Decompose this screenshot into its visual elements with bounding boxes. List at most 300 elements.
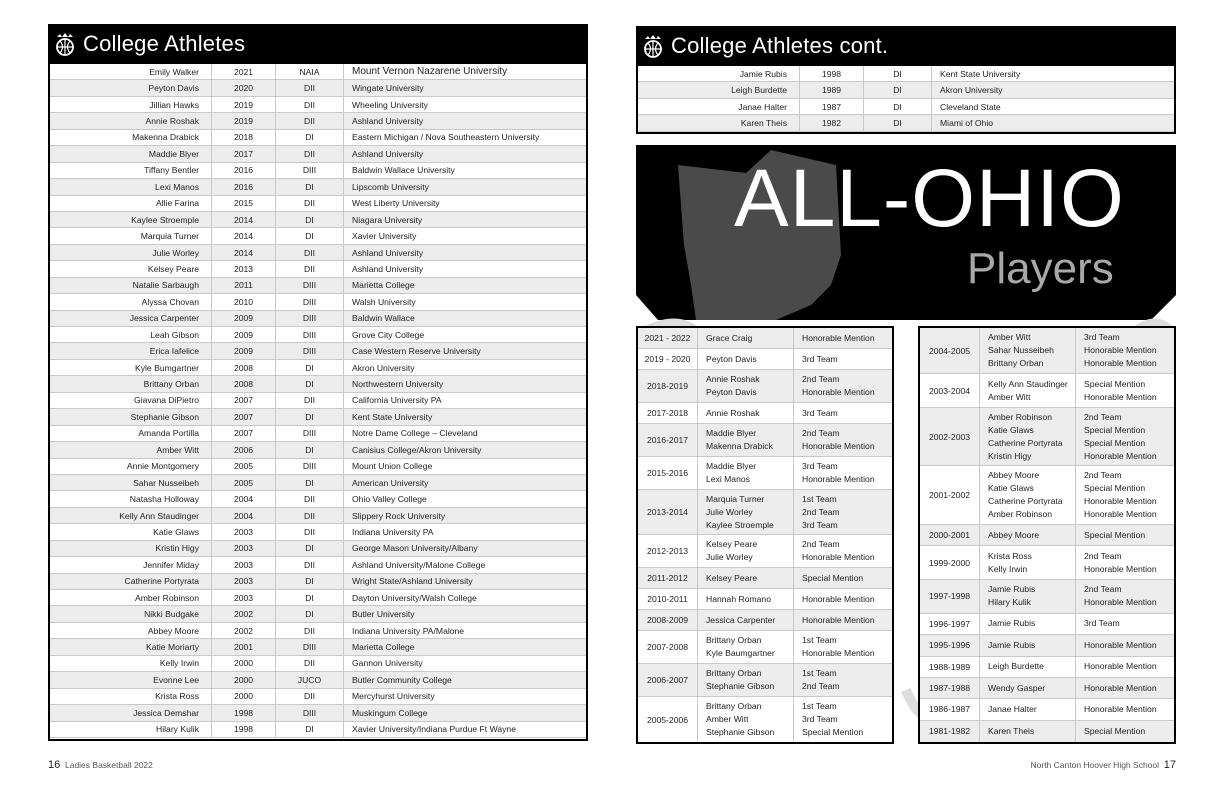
all-ohio-row xyxy=(638,424,892,457)
athlete-name: Jessica Demshar xyxy=(50,705,212,720)
athlete-division: NAIA xyxy=(276,64,344,79)
athlete-year: 2001 xyxy=(212,639,276,654)
athlete-school: Mount Union College xyxy=(352,461,433,472)
player-name: Brittany Orban xyxy=(988,358,1044,369)
all-ohio-honors xyxy=(1076,525,1174,545)
all-ohio-row xyxy=(638,631,892,664)
athlete-school: Butler Community College xyxy=(352,674,452,685)
athlete-division: DII xyxy=(276,524,344,539)
all-ohio-names xyxy=(698,349,794,369)
table-row xyxy=(50,689,586,705)
athlete-school: Grove City College xyxy=(352,329,425,340)
page-number-left: 16 xyxy=(48,759,61,771)
player-honor: 3rd Team xyxy=(802,519,838,530)
player-name: Maddie Blyer xyxy=(706,461,757,471)
table-row xyxy=(50,508,586,524)
all-ohio-year: 2002-2003 xyxy=(920,408,980,466)
athlete-division: JUCO xyxy=(276,672,344,687)
player-name: Brittany Orban xyxy=(706,635,762,645)
player-honor: 2nd Team xyxy=(1084,411,1122,422)
player-honor: Honorable Mention xyxy=(802,552,875,562)
all-ohio-row xyxy=(920,374,1174,408)
player-honor: 2nd Team xyxy=(802,428,840,438)
athlete-school: Xavier University/Indiana Purdue Ft Wayne xyxy=(352,724,516,735)
all-ohio-names xyxy=(698,403,794,423)
athlete-name: Tiffany Bentler xyxy=(50,163,212,178)
all-ohio-row xyxy=(920,678,1174,699)
athlete-school: Notre Dame College – Cleveland xyxy=(352,428,478,439)
table-row xyxy=(50,261,586,277)
athlete-division: DI xyxy=(276,409,344,424)
athlete-school: Slippery Rock University xyxy=(352,510,446,521)
athlete-division: DI xyxy=(276,541,344,556)
player-honor: Special Mention xyxy=(802,572,864,583)
footer-right-text: North Canton Hoover High School xyxy=(1030,760,1160,770)
athlete-year: 2014 xyxy=(212,212,276,227)
player-honor: Honorable Mention xyxy=(802,441,875,451)
athlete-school: Indiana University PA/Malone xyxy=(352,625,465,636)
athlete-division: DI xyxy=(276,475,344,490)
table-row xyxy=(50,705,586,721)
table-row xyxy=(50,228,586,244)
athlete-year: 2003 xyxy=(212,557,276,572)
player-name: Sahar Nusseibeh xyxy=(988,345,1054,356)
all-ohio-honors xyxy=(1076,328,1174,373)
all-ohio-honors xyxy=(1076,408,1174,466)
all-ohio-names xyxy=(980,580,1076,613)
athlete-year: 2010 xyxy=(212,294,276,309)
all-ohio-names xyxy=(698,535,794,567)
player-name: Jamie Rubis xyxy=(988,639,1036,650)
athlete-year: 2007 xyxy=(212,426,276,441)
athlete-year: 1982 xyxy=(800,115,864,130)
all-ohio-row xyxy=(638,535,892,568)
all-ohio-names xyxy=(980,328,1076,373)
athlete-school: Ashland University xyxy=(352,247,424,258)
athlete-year: 2003 xyxy=(212,541,276,556)
player-honor: Honorable Mention xyxy=(802,387,875,397)
athlete-division: DII xyxy=(276,508,344,523)
all-ohio-names xyxy=(698,664,794,696)
athlete-division: DII xyxy=(276,196,344,211)
athlete-school: Baldwin Wallace University xyxy=(352,165,455,176)
all-ohio-row xyxy=(920,614,1174,635)
athlete-name: Hilary Kulik xyxy=(50,722,212,737)
player-name: Abbey Moore xyxy=(988,529,1040,540)
athlete-school: George Mason University/Albany xyxy=(352,543,478,554)
all-ohio-table-right xyxy=(918,326,1176,744)
all-ohio-honors xyxy=(794,664,892,696)
athlete-year: 2005 xyxy=(212,475,276,490)
athlete-school: Walsh University xyxy=(352,296,416,307)
athlete-school: Niagara University xyxy=(352,214,423,225)
player-name: Kelly Ann Staudinger xyxy=(988,378,1068,389)
athlete-division: DI xyxy=(276,722,344,737)
athlete-division: DII xyxy=(276,491,344,506)
player-honor: 3rd Team xyxy=(1084,618,1120,629)
table-row xyxy=(638,66,1174,82)
player-honor: 1st Team xyxy=(802,668,837,678)
athlete-year: 2005 xyxy=(212,459,276,474)
player-name: Kaylee Stroemple xyxy=(706,519,774,530)
all-ohio-honors xyxy=(794,631,892,663)
athlete-division: DIII xyxy=(276,278,344,293)
athlete-division: DIII xyxy=(276,639,344,654)
athlete-division: DIII xyxy=(276,163,344,178)
all-ohio-row xyxy=(638,664,892,697)
player-honor: Special Mention xyxy=(802,727,864,737)
table-row xyxy=(50,639,586,655)
player-honor: 3rd Team xyxy=(802,407,838,418)
player-name: Marquia Turner xyxy=(706,493,765,504)
player-name: Leigh Burdette xyxy=(988,661,1044,672)
player-name: Grace Craig xyxy=(706,332,753,343)
all-ohio-names xyxy=(980,408,1076,466)
all-ohio-honors xyxy=(794,457,892,489)
athlete-school: Akron University xyxy=(352,362,415,373)
athlete-division: DI xyxy=(276,606,344,621)
table-row xyxy=(50,294,586,310)
athlete-school: Canisius College/Akron University xyxy=(352,444,482,455)
college-athletes-cont-header xyxy=(636,26,1176,66)
all-ohio-honors xyxy=(794,328,892,348)
athlete-name: Leigh Burdette xyxy=(638,82,800,97)
all-ohio-row xyxy=(638,349,892,370)
all-ohio-table-left xyxy=(636,326,894,744)
player-honor: 2nd Team xyxy=(802,681,840,691)
player-honor: 3rd Team xyxy=(802,461,838,471)
all-ohio-year: 1981-1982 xyxy=(920,721,980,742)
athlete-division: DI xyxy=(276,212,344,227)
page-title-cont: College Athletes cont. xyxy=(671,33,889,58)
all-ohio-names xyxy=(980,721,1076,742)
athlete-name: Emily Walker xyxy=(50,64,212,79)
athlete-year: 2004 xyxy=(212,508,276,523)
player-name: Makenna Drabick xyxy=(706,441,773,451)
all-ohio-row xyxy=(638,328,892,349)
page-number-right: 17 xyxy=(1163,759,1176,771)
all-ohio-honors xyxy=(1076,657,1174,677)
all-ohio-names xyxy=(698,490,794,534)
table-row xyxy=(50,196,586,212)
table-row xyxy=(50,327,586,343)
all-ohio-year: 1995-1996 xyxy=(920,635,980,655)
table-row xyxy=(50,409,586,425)
all-ohio-honors xyxy=(1076,546,1174,579)
player-honor: Honorable Mention xyxy=(1084,450,1157,461)
athlete-division: DI xyxy=(276,179,344,194)
athlete-name: Natasha Holloway xyxy=(50,491,212,506)
all-ohio-year: 2015-2016 xyxy=(638,457,698,489)
all-ohio-year: 2007-2008 xyxy=(638,631,698,663)
all-ohio-row xyxy=(920,635,1174,656)
player-name: Annie Roshak xyxy=(706,407,760,418)
athlete-division: DII xyxy=(276,623,344,638)
athlete-year: 2009 xyxy=(212,311,276,326)
table-row xyxy=(50,574,586,590)
all-ohio-year: 2000-2001 xyxy=(920,525,980,545)
all-ohio-honors xyxy=(1076,635,1174,655)
athlete-name: Kelly Ann Staudinger xyxy=(50,508,212,523)
player-name: Wendy Gasper xyxy=(988,682,1046,693)
athlete-year: 2007 xyxy=(212,393,276,408)
athlete-name: Giavana DiPietro xyxy=(50,393,212,408)
player-honor: Special Mention xyxy=(1084,725,1146,736)
player-name: Catherine Portyrata xyxy=(988,437,1063,448)
athlete-year: 1998 xyxy=(212,722,276,737)
all-ohio-honors xyxy=(794,349,892,369)
all-ohio-honors xyxy=(1076,678,1174,698)
player-name: Amber Witt xyxy=(988,332,1031,343)
athlete-name: Krista Ross xyxy=(50,689,212,704)
athlete-school: American University xyxy=(352,477,429,488)
athlete-name: Kelsey Peare xyxy=(50,261,212,276)
all-ohio-row xyxy=(638,568,892,589)
athlete-school: Indiana University PA xyxy=(352,526,434,537)
athlete-name: Jillian Hawks xyxy=(50,97,212,112)
player-name: Karen Theis xyxy=(988,725,1035,736)
athlete-name: Maddie Blyer xyxy=(50,146,212,161)
player-name: Julie Worley xyxy=(706,552,753,562)
all-ohio-names xyxy=(698,328,794,348)
athlete-name: Amber Robinson xyxy=(50,590,212,605)
athlete-division: DI xyxy=(864,115,932,130)
player-honor: Honorable Mention xyxy=(1084,345,1157,356)
table-row xyxy=(50,130,586,146)
player-honor: Honorable Mention xyxy=(1084,358,1157,369)
table-row xyxy=(50,311,586,327)
player-name: Jamie Rubis xyxy=(988,618,1036,629)
all-ohio-year: 2001-2002 xyxy=(920,466,980,524)
player-honor: 2nd Team xyxy=(802,374,840,384)
all-ohio-names xyxy=(980,678,1076,698)
athlete-year: 2008 xyxy=(212,360,276,375)
all-ohio-year: 2005-2006 xyxy=(638,697,698,742)
all-ohio-names xyxy=(698,610,794,630)
athlete-year: 2003 xyxy=(212,524,276,539)
athlete-year: 1998 xyxy=(212,705,276,720)
college-athletes-table xyxy=(48,64,588,741)
player-honor: Honorable Mention xyxy=(1084,563,1157,574)
all-ohio-year: 2011-2012 xyxy=(638,568,698,588)
athlete-name: Jamie Rubis xyxy=(638,66,800,81)
athlete-school: Gannon University xyxy=(352,658,423,669)
all-ohio-names xyxy=(980,635,1076,655)
all-ohio-names xyxy=(980,525,1076,545)
athlete-school: Wingate University xyxy=(352,83,424,94)
all-ohio-year: 2013-2014 xyxy=(638,490,698,534)
athlete-school: Eastern Michigan / Nova Southeastern University xyxy=(352,132,540,143)
athlete-name: Jessica Carpenter xyxy=(50,311,212,326)
athlete-school: Miami of Ohio xyxy=(940,118,994,129)
athlete-division: DII xyxy=(276,113,344,128)
all-ohio-honors xyxy=(794,610,892,630)
all-ohio-honors xyxy=(1076,721,1174,742)
athlete-name: Brittany Orban xyxy=(50,376,212,391)
athlete-division: DIII xyxy=(276,459,344,474)
athlete-school: Ashland University xyxy=(352,263,424,274)
athlete-name: Makenna Drabick xyxy=(50,130,212,145)
all-ohio-year: 2006-2007 xyxy=(638,664,698,696)
athlete-division: DII xyxy=(276,80,344,95)
all-ohio-year: 1986-1987 xyxy=(920,699,980,719)
player-name: Hilary Kulik xyxy=(988,597,1031,608)
athlete-school: Butler University xyxy=(352,609,415,620)
athlete-division: DIII xyxy=(276,294,344,309)
all-ohio-row xyxy=(920,408,1174,467)
athlete-year: 2008 xyxy=(212,376,276,391)
player-name: Stephanie Gibson xyxy=(706,727,775,737)
player-name: Hannah Romano xyxy=(706,593,771,604)
all-ohio-row xyxy=(920,525,1174,546)
all-ohio-year: 1988-1989 xyxy=(920,657,980,677)
footer-left xyxy=(48,759,153,771)
player-name: Maddie Blyer xyxy=(706,428,757,438)
table-row xyxy=(50,163,586,179)
athlete-division: DI xyxy=(276,442,344,457)
table-row xyxy=(638,82,1174,98)
player-honor: 3rd Team xyxy=(802,353,838,364)
all-ohio-honors xyxy=(1076,466,1174,524)
all-ohio-row xyxy=(920,466,1174,525)
athlete-year: 2004 xyxy=(212,491,276,506)
all-ohio-row xyxy=(638,610,892,631)
athlete-division: DI xyxy=(276,228,344,243)
athlete-year: 2016 xyxy=(212,179,276,194)
player-name: Stephanie Gibson xyxy=(706,681,775,691)
all-ohio-year: 1997-1998 xyxy=(920,580,980,613)
player-name: Julie Worley xyxy=(706,506,753,517)
table-row xyxy=(50,557,586,573)
player-honor: 2nd Team xyxy=(1084,470,1122,481)
athlete-division: DII xyxy=(276,146,344,161)
athlete-school: Case Western Reserve University xyxy=(352,346,481,357)
all-ohio-names xyxy=(980,466,1076,524)
athlete-school: Ashland University xyxy=(352,148,424,159)
all-ohio-year: 2019 - 2020 xyxy=(638,349,698,369)
athlete-name: Alyssa Chovan xyxy=(50,294,212,309)
athlete-year: 2019 xyxy=(212,97,276,112)
athlete-school: Xavier University xyxy=(352,231,417,242)
athlete-division: DIII xyxy=(276,327,344,342)
all-ohio-year: 2003-2004 xyxy=(920,374,980,407)
athlete-division: DI xyxy=(276,130,344,145)
athlete-name: Karen Theis xyxy=(638,115,800,130)
all-ohio-honors xyxy=(794,697,892,742)
table-row xyxy=(50,212,586,228)
all-ohio-names xyxy=(980,374,1076,407)
all-ohio-names xyxy=(698,370,794,402)
player-honor: Honorable Mention xyxy=(802,593,875,604)
player-name: Katie Glaws xyxy=(988,483,1034,494)
all-ohio-row xyxy=(920,699,1174,720)
athlete-name: Katie Glaws xyxy=(50,524,212,539)
player-honor: Special Mention xyxy=(1084,483,1146,494)
all-ohio-names xyxy=(980,546,1076,579)
athlete-school: Lipscomb University xyxy=(352,181,429,192)
athlete-name: Katie Moriarty xyxy=(50,639,212,654)
player-name: Lexi Manos xyxy=(706,474,750,484)
athlete-division: DIII xyxy=(276,426,344,441)
table-row xyxy=(50,475,586,491)
player-honor: Honorable Mention xyxy=(1084,661,1157,672)
table-row xyxy=(50,376,586,392)
player-name: Annie Roshak xyxy=(706,374,760,384)
table-row xyxy=(50,146,586,162)
all-ohio-year: 2021 - 2022 xyxy=(638,328,698,348)
table-row xyxy=(50,80,586,96)
all-ohio-honors xyxy=(794,370,892,402)
athlete-name: Annie Roshak xyxy=(50,113,212,128)
player-honor: Honorable Mention xyxy=(802,648,875,658)
athlete-year: 2000 xyxy=(212,672,276,687)
footer-left-text: Ladies Basketball 2022 xyxy=(64,760,153,770)
player-name: Janae Halter xyxy=(988,703,1037,714)
athlete-name: Lexi Manos xyxy=(50,179,212,194)
athlete-name: Marquia Turner xyxy=(50,228,212,243)
table-row xyxy=(50,393,586,409)
player-honor: Special Mention xyxy=(1084,529,1146,540)
athlete-division: DII xyxy=(276,393,344,408)
athlete-name: Kaylee Stroemple xyxy=(50,212,212,227)
player-honor: 2nd Team xyxy=(802,539,840,549)
college-athletes-header xyxy=(48,24,588,64)
athlete-school: Muskingum College xyxy=(352,707,428,718)
athlete-year: 1989 xyxy=(800,82,864,97)
table-row xyxy=(50,442,586,458)
athlete-name: Kyle Bumgartner xyxy=(50,360,212,375)
athlete-name: Peyton Davis xyxy=(50,80,212,95)
player-honor: Honorable Mention xyxy=(1084,391,1157,402)
all-ohio-year: 2004-2005 xyxy=(920,328,980,373)
athlete-school: Baldwin Wallace xyxy=(352,313,415,324)
player-honor: Honorable Mention xyxy=(1084,703,1157,714)
all-ohio-honors xyxy=(794,568,892,588)
athlete-division: DI xyxy=(864,99,932,114)
athlete-school: Mount Vernon Nazarene University xyxy=(352,66,508,78)
player-honor: Honorable Mention xyxy=(1084,496,1157,507)
athlete-school: Dayton University/Walsh College xyxy=(352,592,477,603)
athlete-year: 2017 xyxy=(212,146,276,161)
athlete-division: DI xyxy=(276,574,344,589)
all-ohio-row xyxy=(638,697,892,742)
athlete-year: 1998 xyxy=(800,66,864,81)
athlete-name: Amber Witt xyxy=(50,442,212,457)
table-row xyxy=(50,606,586,622)
all-ohio-honors xyxy=(794,535,892,567)
player-name: Abbey Moore xyxy=(988,470,1040,481)
table-row xyxy=(50,278,586,294)
all-ohio-honors xyxy=(1076,580,1174,613)
all-ohio-honors xyxy=(794,490,892,534)
all-ohio-year: 1999-2000 xyxy=(920,546,980,579)
table-row xyxy=(50,541,586,557)
athlete-division: DI xyxy=(864,66,932,81)
athlete-year: 2003 xyxy=(212,574,276,589)
athlete-year: 2009 xyxy=(212,327,276,342)
all-ohio-honors xyxy=(1076,374,1174,407)
athlete-school: Cleveland State xyxy=(940,101,1001,112)
player-honor: Honorable Mention xyxy=(802,474,875,484)
athlete-year: 2003 xyxy=(212,590,276,605)
all-ohio-names xyxy=(698,568,794,588)
player-name: Brittany Orban xyxy=(706,668,762,678)
table-row xyxy=(50,426,586,442)
athlete-name: Evonne Lee xyxy=(50,672,212,687)
player-honor: Special Mention xyxy=(1084,378,1146,389)
athlete-division: DII xyxy=(276,97,344,112)
all-ohio-names xyxy=(698,589,794,609)
